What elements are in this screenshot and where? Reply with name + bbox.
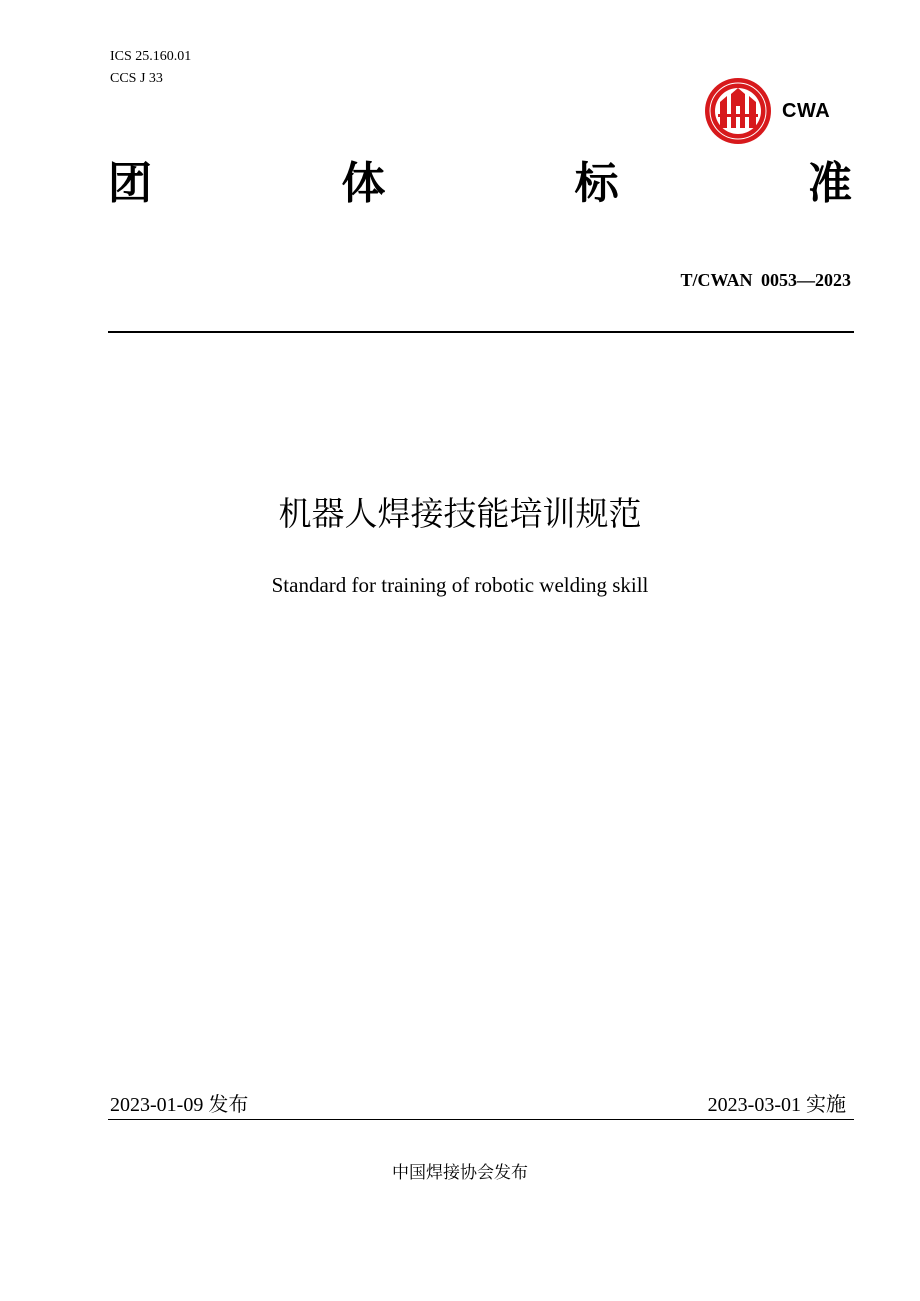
ics-code: ICS 25.160.01 xyxy=(110,49,192,64)
classification-codes xyxy=(110,46,191,90)
document-title-chinese: 机器人焊接技能培训规范 xyxy=(278,494,642,533)
cwa-logo xyxy=(700,76,850,146)
implementation-date: 2023-03-01 实施 xyxy=(707,1094,846,1116)
standard-type-heading xyxy=(108,152,852,216)
standard-type-char: 体 xyxy=(341,158,386,209)
header-divider xyxy=(108,331,854,333)
publisher: 中国焊接协会发布 xyxy=(392,1163,528,1183)
footer-divider xyxy=(108,1119,854,1120)
standard-type-char: 团 xyxy=(108,158,152,209)
cwa-emblem-icon xyxy=(700,76,778,146)
standard-type-char: 准 xyxy=(807,158,852,209)
document-title-english: Standard for training of robotic welding skill xyxy=(271,573,649,597)
ccs-code: CCS J 33 xyxy=(110,71,163,86)
standard-number: T/CWAN 0053—2023 xyxy=(680,270,851,290)
standard-type-char: 标 xyxy=(574,158,619,209)
issue-date: 2023-01-09 发布 xyxy=(110,1094,249,1116)
cwa-logo-text: CWA xyxy=(782,100,831,122)
